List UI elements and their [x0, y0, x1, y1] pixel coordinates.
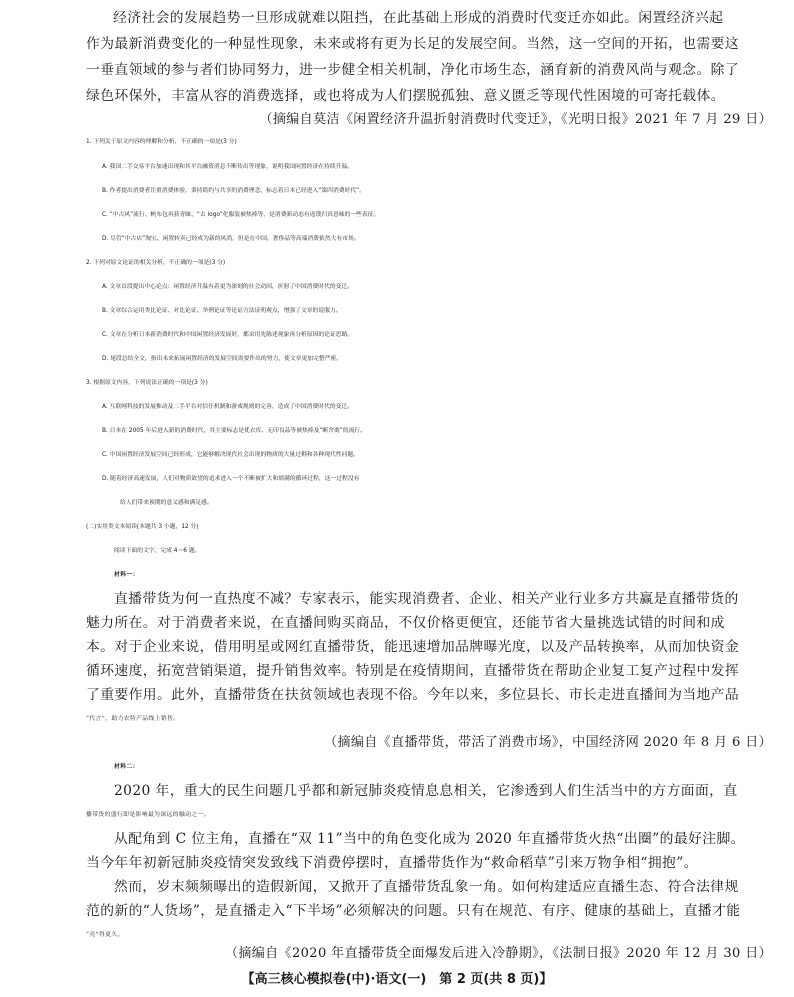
material1-line-4: 循环速度，拓宽营销渠道，提升销售效率。特别是在疫情期间，直播带货在帮助企业复工复产过程中发挥 — [86, 663, 740, 679]
q2-option-d: D. 尾段总结全文，指出未来拓展闲置经济的发展空间需要作出的努力，使文章更加完整严密。 — [102, 356, 343, 362]
passage1-line-4: 绿色环保外，丰富从容的消费选择，或也将成为人们摆脱孤独、意义匮乏等现代性困境的可寄托载体。 — [86, 88, 725, 104]
material1-line-3: 本。对于企业来说，借用明星或网红直播带货，能迅速增加品牌曝光度，以及产品转换率，从而加快资金 — [86, 639, 740, 655]
material1-source: （摘编自《直播带货，带活了消费市场》，中国经济网 2020 年 8 月 6 日） — [324, 735, 772, 750]
section2-heading: (二)实用类文本阅读(本题共 3 小题，12 分) — [86, 524, 199, 530]
page-footer: 【高三核心模拟卷(中)·语文(一) 第 2 页(共 8 页)】 — [241, 972, 553, 987]
q3-option-d-continued: 给人们带来预期的意义感和满足感。 — [120, 500, 213, 506]
material1-line-6: “代言”，助力农特产品线上销售。 — [86, 716, 180, 722]
material2-line-3: 从配角到 C 位主角，直播在“双 11”当中的角色变化成为 2020 年直播带货火热“出圈”的最好注脚。 — [114, 831, 745, 847]
material1-line-2: 魅力所在。对于消费者来说，在直播间购买商品，不仅价格更便宜，还能节省大量挑选试错的时间和成 — [86, 615, 725, 631]
passage1-line-1: 经济社会的发展趋势一旦形成就难以阻挡，在此基础上形成的消费时代变迁亦如此。闲置经济兴起 — [113, 10, 724, 26]
q2-option-b: B. 文章综合运用类比论证、对比论证、举例论证等论证方法证明观点，增强了文章的说服力。 — [102, 308, 342, 314]
q1-stem: 1. 下列关于原文内容的理解和分析，不正确的一项是(3 分) — [86, 139, 237, 145]
passage1-line-2: 作为最新消费变化的一种显性现象，未来或将有更为长足的发展空间。当然，这一空间的开拓，也需要这 — [86, 36, 740, 52]
q2-stem: 2. 下列对原文论证的相关分析，不正确的一项是(3 分) — [86, 260, 226, 266]
passage1-line-3: 一垂直领域的参与者们协同努力，进一步健全相关机制，净化市场生态，涵育新的消费风尚与观念。除了 — [86, 62, 740, 78]
material2-line-2: 播带货的盛行即是影响最为深远的触动之一。 — [86, 812, 210, 818]
q3-option-a: A. 互联网科技的发展推动及二手平台对信任机制和游戏规则的完善，造成了中国消费时代的变迁。 — [102, 404, 354, 410]
material2-line-5: 然而，岁末频频曝出的造假新闻，又掀开了直播带货乱象一角。如何构建适应直播生态、符合法律规 — [114, 879, 739, 895]
q1-option-a: A. 我国二手交易平台加速出现和其平台融资消息不断传出等现象，说明我国闲置经济在持续升温。 — [102, 164, 354, 170]
material2-source: （摘编自《2020 年直播带货全面爆发后进入冷静期》，《法制日报》2020 年 12 月 30 日） — [224, 946, 772, 961]
material2-line-6: 范的新的“人货场”，是直播走入“下半场”必须解决的问题。只有在规范、有序、健康的基础上，直播才能 — [86, 903, 741, 919]
material2-line-7: “亮”得更久。 — [86, 932, 124, 938]
material2-line-1: 2020 年，重大的民生问题几乎都和新冠肺炎疫情息息相关，它渗透到人们生活当中的方方面面，直 — [114, 783, 738, 799]
passage1-source: （摘编自莫洁《闲置经济升温折射消费时代变迁》，《光明日报》2021 年 7 月 29 日） — [259, 112, 772, 127]
q1-option-b: B. 作者提出消费者注重消费体验，秉持简约与共享的消费理念，标志着日本已经进入“第四消费时代”。 — [102, 188, 365, 194]
material1-line-5: 了重要作用。此外，直播带货在扶贫领域也表现不俗。今年以来，多位县长、市长走进直播间为当地产品 — [86, 687, 740, 703]
q3-option-b: B. 日本在 2005 年后进入新的消费时代，其主要标志是优衣库、无印良品等被热捧及“断舍离”的流行。 — [102, 428, 366, 434]
material1-title: 材料一： — [114, 572, 139, 578]
q1-option-c: C. “中古风”流行、帆布包再获青睐、“去 logo”化服装被热捧等，是消费新动态有返璞归真意味的一些表征。 — [102, 212, 380, 218]
material1-line-1: 直播带货为何一直热度不减？专家表示，能实现消费者、企业、相关产业行业多方共赢是直播带货的 — [114, 591, 739, 607]
q3-option-c: C. 中国闲置经济发展空间已经形成，它能够解决现代社会出现的物质的大量过剩和各种现代性问题。 — [102, 452, 359, 458]
q1-option-d: D. 尽管“中古店”淘宝、闲置转卖已经成为新的风尚，但是在中国，奢侈品等高端消费依然大有市场。 — [102, 236, 360, 242]
material2-line-4: 当今年年初新冠肺炎疫情突发致线下消费停摆时，直播带货作为“救命稻草”引来万物争相“拥抱”。 — [86, 855, 698, 871]
q3-option-d: D. 随着经济高速发展，人们对物质欲望的追求进入一个不断被扩大和填满的循环过程，这一过程没有 — [102, 476, 360, 482]
material2-title: 材料二： — [114, 764, 139, 770]
q3-stem: 3. 根据原文内容，下列说法正确的一项是(3 分) — [86, 380, 208, 386]
section2-instruction: 阅读下面的文字，完成 4～6 题。 — [114, 548, 201, 554]
q2-option-c: C. 文章在分析日本新消费时代和中国闲置经济发展时，都采用先陈述现象再分析原因的论证思路。 — [102, 332, 354, 338]
q2-option-a: A. 文章首段提出中心论点：闲置经济升温有着更为深刻的社会动因，折射了中国消费时代的变迁。 — [102, 284, 354, 290]
